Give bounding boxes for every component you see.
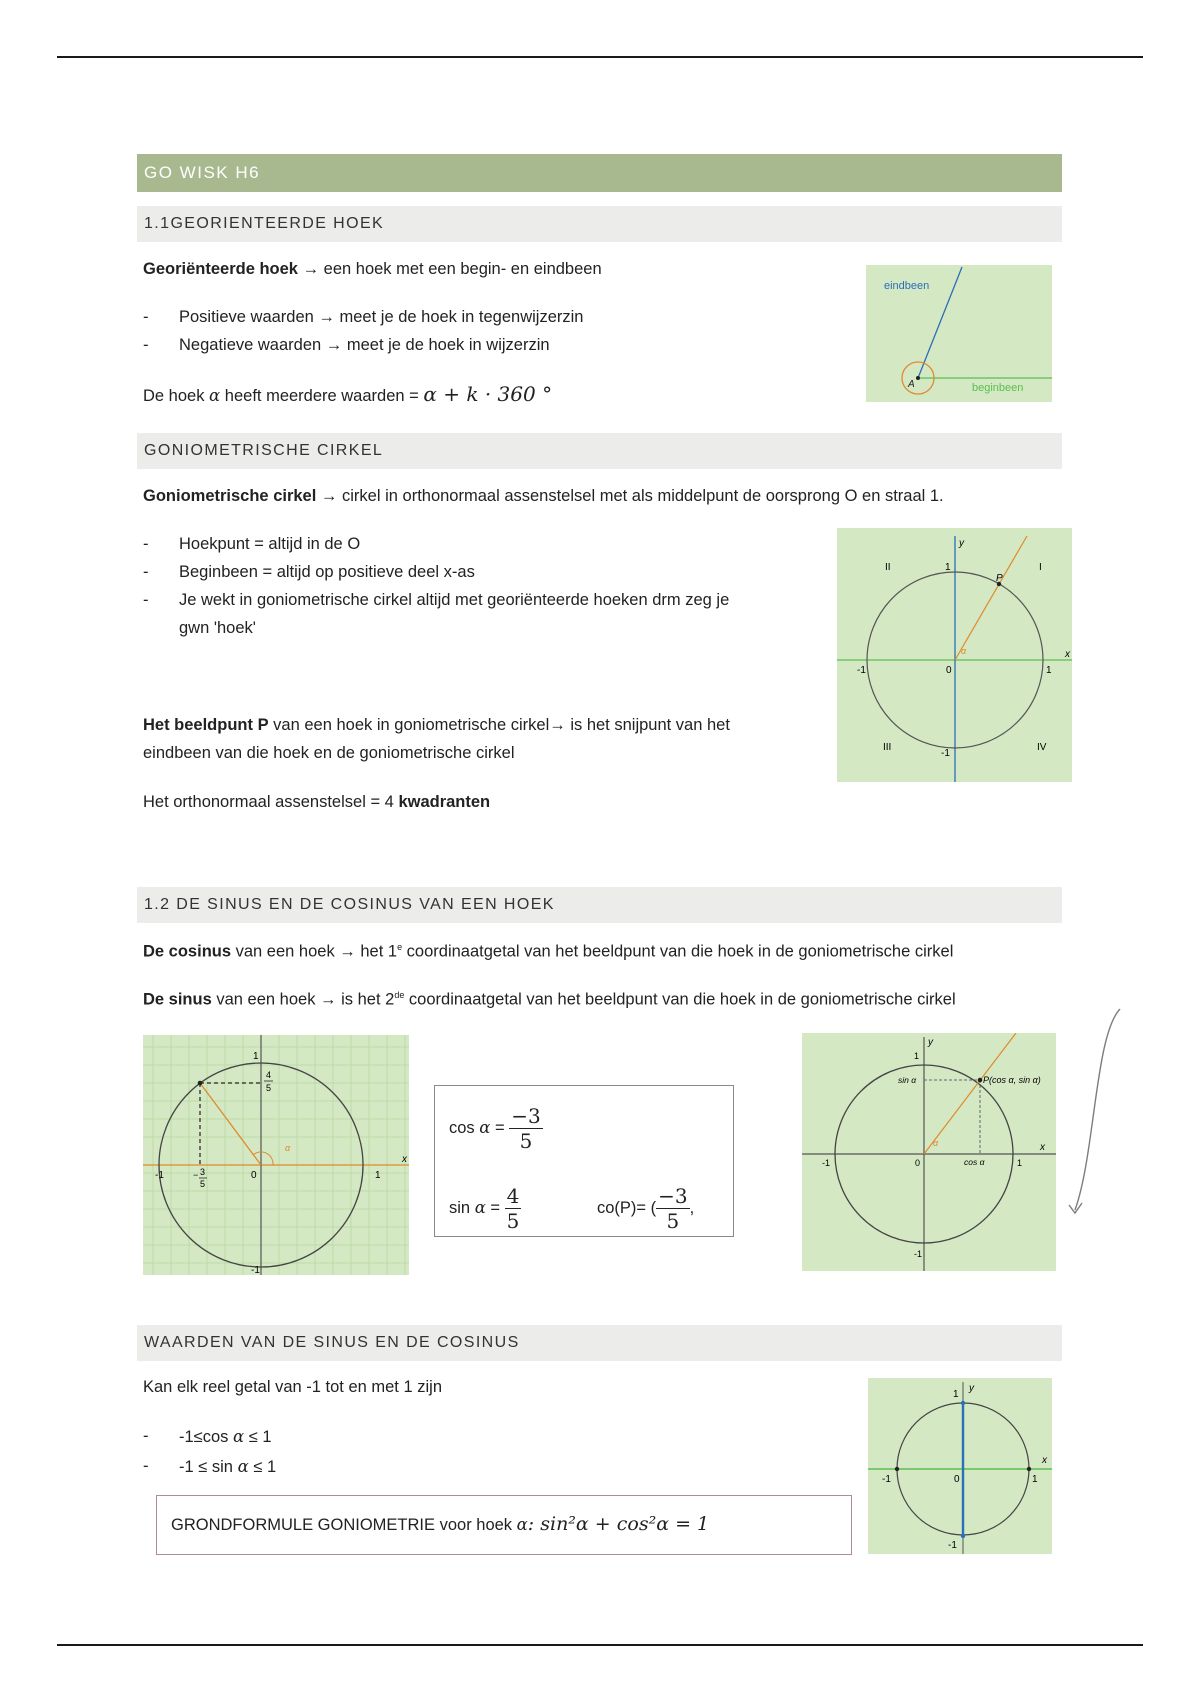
oriented-angle-diagram <box>866 265 1052 402</box>
point-p <box>978 1078 983 1083</box>
formula-prefix: De hoek <box>143 387 210 405</box>
point-p-label: P <box>996 573 1003 584</box>
sin-numerator: 4 <box>506 1184 520 1208</box>
point-p <box>198 1081 203 1086</box>
unit-circle-range-diagram <box>868 1378 1052 1554</box>
list-item <box>143 535 803 559</box>
unit-circle-sin-cos-diagram <box>802 1033 1056 1271</box>
vertex-point <box>916 376 920 380</box>
bottom-rule <box>57 1644 1143 1646</box>
sin-label: sin <box>449 1198 475 1217</box>
tick-label-minus-1: -1 <box>857 665 866 676</box>
arrow-icon: → <box>320 487 338 505</box>
minus-sign: − <box>193 1170 199 1180</box>
formula-expression: : sin²α + cos²α = 1 <box>527 1513 710 1535</box>
origin-label: 0 <box>915 1158 921 1168</box>
cos-numerator: −3 <box>511 1104 541 1128</box>
list-item <box>143 336 743 360</box>
tick-label-1-x: 1 <box>1032 1474 1038 1485</box>
paragraph-text: is het snijpunt van het <box>565 716 730 734</box>
arrow-icon: → <box>320 990 337 1009</box>
definition-georienteerde-hoek <box>143 260 602 279</box>
inequality-post: ≤ 1 <box>244 1428 272 1446</box>
vertex-label: A <box>908 379 915 390</box>
cos-label: cos <box>449 1118 480 1137</box>
sin-denominator: 5 <box>506 1209 520 1233</box>
co-numerator: −3 <box>658 1184 688 1208</box>
tick-label-minus-1: -1 <box>822 1158 831 1168</box>
tick-label-minus-1-y: -1 <box>941 748 950 759</box>
end-leg <box>200 1083 261 1165</box>
tick-label-minus-1: -1 <box>155 1170 164 1181</box>
top-point <box>961 1401 965 1405</box>
y-axis-label: y <box>928 1037 933 1048</box>
figure-unit-circle-quadrants <box>837 528 1072 782</box>
cos-value <box>449 1104 543 1153</box>
bullet-label: Negatieve waarden <box>179 336 322 354</box>
section-heading-georienteerde-hoek: 1.1GEORIENTEERDE HOEK <box>137 206 1062 242</box>
x-axis-label: x <box>402 1154 407 1165</box>
co-denominator: 5 <box>666 1209 680 1233</box>
origin-label: 0 <box>946 665 952 676</box>
term: Het beeldpunt P <box>143 716 269 734</box>
curved-arrow-icon <box>1065 1005 1125 1225</box>
list-item <box>143 1427 543 1451</box>
tick-label-1-x: 1 <box>375 1170 381 1181</box>
formula-expression: α + k · 360 ° <box>423 382 553 406</box>
sentence-text: Het orthonormaal assenstelsel = 4 <box>143 793 399 811</box>
figure-unit-circle-sin-cos <box>802 1033 1056 1271</box>
alpha-symbol: α <box>209 386 221 405</box>
unit-circle-quadrants-diagram <box>837 528 1072 782</box>
list-item <box>143 1457 543 1481</box>
tick-label-1-x: 1 <box>1017 1158 1023 1168</box>
x-axis-label: x <box>1040 1142 1045 1153</box>
alpha-symbol: α <box>516 1515 528 1534</box>
bullet-dash: - <box>143 308 149 326</box>
left-point <box>895 1467 899 1471</box>
definition-text: coordinaatgetal van het beeldpunt van die hoek in de goniometrische cirkel <box>404 990 956 1009</box>
sin-alpha-label: sin α <box>898 1075 917 1085</box>
definition-sinus <box>143 990 956 1010</box>
coordinates-value <box>597 1184 694 1233</box>
bullet-text: Je wekt in goniometrische cirkel altijd met georiënteerde hoeken drm zeg je <box>179 591 730 609</box>
definition-goniometrische-cirkel <box>143 487 944 506</box>
bullet-dash: - <box>143 591 149 609</box>
angle-formula <box>143 382 552 406</box>
section-heading-waarden: WAARDEN VAN DE SINUS EN DE COSINUS <box>137 1325 1062 1361</box>
term: kwadranten <box>398 793 491 811</box>
tick-label-1: 1 <box>253 1051 259 1062</box>
definition-text: van een hoek <box>211 990 321 1009</box>
bottom-point <box>961 1534 965 1538</box>
figure-oriented-angle <box>866 265 1052 402</box>
inequality-pre: -1≤cos <box>179 1428 233 1446</box>
bullet-dash: - <box>143 1427 149 1445</box>
definition-text: het 1 <box>355 942 398 961</box>
tick-label-minus-1-y: -1 <box>914 1249 923 1259</box>
bullet-text: meet je de hoek in wijzerzin <box>342 336 550 354</box>
list-item <box>143 308 743 332</box>
bullet-text: Hoekpunt = altijd in de O <box>179 535 361 553</box>
definition-text: cirkel in orthonormaal assenstelsel met als middelpunt de oorsprong O en straal 1. <box>337 487 944 505</box>
frac-den-5b: 5 <box>200 1179 206 1189</box>
alpha-symbol: α <box>237 1457 249 1476</box>
co-label: co(P)= ( <box>597 1198 657 1217</box>
alpha-label: α <box>933 1138 939 1148</box>
list-item <box>143 563 803 587</box>
arrow-icon: → <box>325 336 343 354</box>
tick-label-1: 1 <box>914 1051 920 1061</box>
frac-num-3: 3 <box>200 1167 206 1177</box>
y-axis-label: y <box>959 538 964 549</box>
superscript: e <box>397 942 403 952</box>
kwadranten-sentence <box>143 793 490 812</box>
tick-label-minus-1-y: -1 <box>948 1540 957 1551</box>
co-tail: , <box>689 1198 695 1217</box>
definition-cosinus <box>143 942 953 962</box>
bullet-text: Beginbeen = altijd op positieve deel x-as <box>179 563 475 581</box>
superscript: de <box>394 990 405 1000</box>
arrow-icon: → <box>339 942 356 961</box>
alpha-label: α <box>285 1143 291 1153</box>
grid-lines <box>143 1035 409 1275</box>
bullet-dash: - <box>143 535 149 553</box>
bullet-label: Positieve waarden <box>179 308 314 326</box>
tick-label-1: 1 <box>953 1389 959 1400</box>
bullet-text: meet je de hoek in tegenwijzerzin <box>334 308 584 326</box>
x-axis-label: x <box>1065 649 1070 660</box>
grid-unit-circle-diagram <box>143 1035 409 1275</box>
cos-alpha-label: cos α <box>964 1157 985 1167</box>
term: Georiënteerde hoek <box>143 260 298 278</box>
term: Goniometrische cirkel <box>143 487 317 505</box>
tick-label-minus-1: -1 <box>882 1474 891 1485</box>
figure-grid-unit-circle <box>143 1035 409 1275</box>
origin-label: 0 <box>954 1474 960 1485</box>
inequality-pre: -1 ≤ sin <box>179 1458 238 1476</box>
right-point <box>1027 1467 1031 1471</box>
section-heading-goniometrische-cirkel: GONIOMETRISCHE CIRKEL <box>137 433 1062 469</box>
definition-text: is het 2 <box>336 990 395 1009</box>
list-item-continuation <box>143 619 803 643</box>
quadrant-label-IV: IV <box>1037 742 1047 753</box>
section-heading-sinus-cosinus: 1.2 DE SINUS EN DE COSINUS VAN EEN HOEK <box>137 887 1062 923</box>
tick-label-1-x: 1 <box>1046 665 1052 676</box>
bullet-dash: - <box>143 336 149 354</box>
beeldpunt-paragraph-line2: eindbeen van die hoek en de goniometrische cirkel <box>143 744 515 762</box>
alpha-symbol: α <box>479 1117 491 1137</box>
figure-unit-circle-range <box>868 1378 1052 1554</box>
top-rule <box>57 56 1143 58</box>
beeldpunt-paragraph-line1 <box>143 716 730 735</box>
alpha-symbol: α <box>233 1427 245 1446</box>
bullet-dash: - <box>143 563 149 581</box>
origin-label: 0 <box>251 1170 257 1181</box>
point-p-label: P(cos α, sin α) <box>983 1075 1041 1085</box>
document-title: GO WISK H6 <box>137 154 1062 192</box>
equals: = <box>485 1198 505 1217</box>
tick-label-minus-1-y: -1 <box>251 1265 260 1275</box>
definition-text: coordinaatgetal van het beeldpunt van die hoek in de goniometrische cirkel <box>402 942 954 961</box>
alpha-label: α <box>961 646 967 656</box>
cos-denominator: 5 <box>519 1129 533 1153</box>
definition-text: van een hoek <box>231 942 340 961</box>
y-axis-label: y <box>969 1383 974 1394</box>
x-axis-label: x <box>1042 1455 1047 1466</box>
formula-mid: heeft meerdere waarden = <box>220 387 424 405</box>
end-leg-label: eindbeen <box>884 280 930 292</box>
begin-leg-label: beginbeen <box>972 382 1024 394</box>
formula-label: GRONDFORMULE GONIOMETRIE voor hoek <box>171 1516 517 1534</box>
bullet-dash: - <box>143 1457 149 1475</box>
bullet-text: gwn 'hoek' <box>179 619 256 637</box>
sin-value <box>449 1184 521 1233</box>
term: De sinus <box>143 990 212 1009</box>
quadrant-label-I: I <box>1039 562 1042 573</box>
grondformule-box <box>156 1495 852 1555</box>
values-box <box>434 1085 734 1237</box>
term: De cosinus <box>143 942 232 961</box>
arrow-icon: → <box>549 716 566 734</box>
definition-text: een hoek met een begin- en eindbeen <box>319 260 602 278</box>
frac-num-4: 4 <box>266 1070 272 1080</box>
tick-label-1: 1 <box>945 562 951 573</box>
list-item <box>143 591 803 615</box>
grondformule <box>171 1513 709 1535</box>
equals: = <box>490 1118 510 1137</box>
paragraph-text: van een hoek in goniometrische cirkel <box>268 716 550 734</box>
inequality-post: ≤ 1 <box>248 1458 277 1476</box>
waarden-intro: Kan elk reel getal van -1 tot en met 1 zijn <box>143 1378 442 1396</box>
end-leg <box>955 536 1027 660</box>
arrow-icon: → <box>302 260 320 278</box>
alpha-symbol: α <box>474 1197 486 1217</box>
arrow-icon: → <box>318 308 335 326</box>
quadrant-label-II: II <box>885 562 891 573</box>
end-leg <box>924 1033 1016 1154</box>
frac-den-5: 5 <box>266 1083 272 1093</box>
quadrant-label-III: III <box>883 742 892 753</box>
